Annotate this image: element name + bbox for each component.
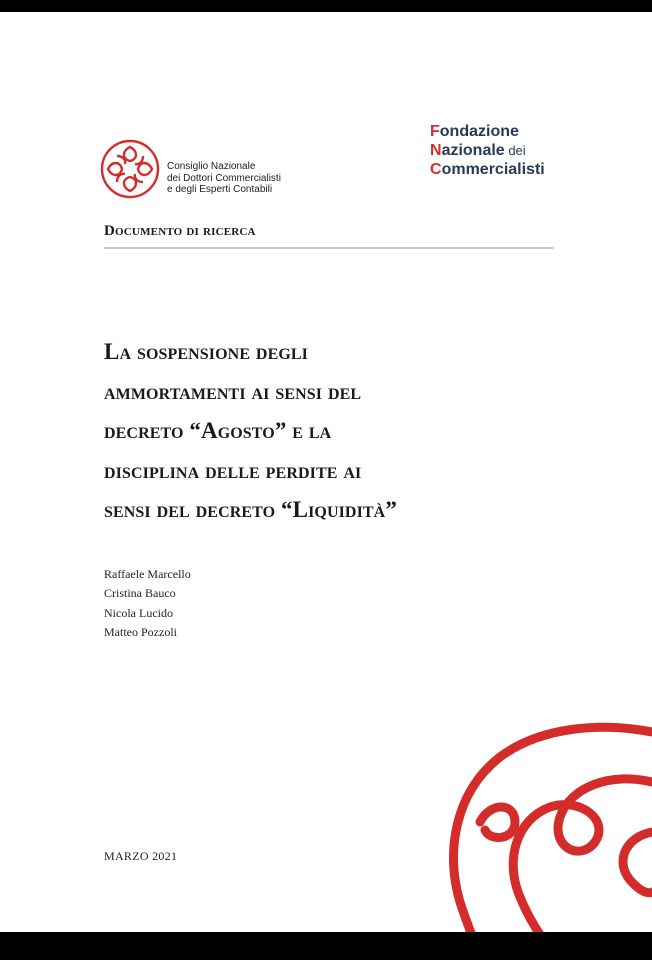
title-line: disciplina delle perdite ai [104, 457, 362, 483]
foundation-logo-line: Fondazione [430, 123, 519, 140]
author-name: Raffaele Marcello [104, 567, 191, 581]
document-type-label: Documento di ricerca [104, 223, 256, 239]
author-name: Matteo Pozzoli [104, 624, 177, 639]
title-line: La sospensione degli [104, 339, 309, 364]
cndcec-name-line: Consiglio Nazionale [167, 161, 256, 172]
cndcec-name-line: e degli Esperti Contabili [167, 184, 273, 195]
header-divider [104, 247, 554, 249]
author-name: Nicola Lucido [104, 605, 173, 620]
publication-date: MARZO 2021 [104, 849, 178, 863]
cndcec-name [167, 161, 281, 196]
title-line: sensi del decreto “Liquidità” [104, 497, 397, 522]
foundation-logo-line: Commercialisti [430, 161, 545, 178]
foundation-logo-line: Nazionale dei [430, 142, 526, 159]
cndcec-seal-icon [97, 136, 163, 202]
author-name: Cristina Bauco [104, 586, 176, 601]
document-title [104, 332, 564, 530]
red-swirl-icon [430, 702, 652, 932]
cndcec-name-line: dei Dottori Commercialisti [167, 172, 281, 184]
title-line: ammortamenti ai sensi del [104, 378, 362, 404]
title-line: decreto “Agosto” e la [104, 418, 332, 443]
author-list [104, 565, 191, 642]
foundation-logo [430, 122, 545, 179]
document-cover [0, 12, 652, 932]
